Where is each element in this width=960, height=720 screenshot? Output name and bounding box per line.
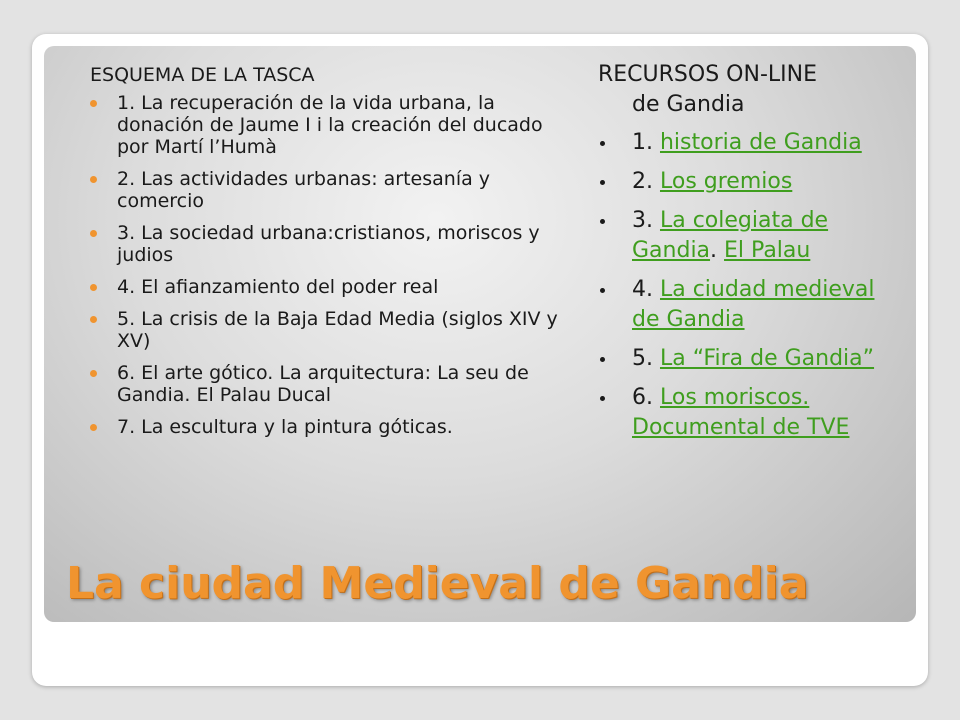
resource-item-history: 1. historia de Gandia [598,128,908,158]
bullet-icon [600,180,605,185]
bullet-icon [90,176,97,183]
bullet-icon [600,357,605,362]
bullet-icon [90,284,97,291]
bullet-icon [600,396,605,401]
link-el-palau[interactable]: El Palau [724,238,811,263]
list-item: 2. Las actividades urbanas: artesanía y comercio [90,168,570,212]
bullet-icon [90,230,97,237]
online-resources-heading: RECURSOS ON-LINE de Gandia [598,62,817,117]
resource-item-guilds: 2. Los gremios [598,167,908,197]
list-item: 1. La recuperación de la vida urbana, la donación de Jaume I i la creación del ducado por Martí l’Humà [90,92,570,158]
task-outline-heading: ESQUEMA DE LA TASCA [90,64,315,86]
resource-list [598,128,908,443]
link-la-ciudad-medieval[interactable]: La ciudad medieval de Gandia [632,277,875,332]
bullet-icon [90,316,97,323]
resource-item-fair: 5. La “Fira de Gandia” [598,344,908,374]
bullet-icon [600,141,605,146]
link-los-moriscos-documental[interactable]: Los moriscos. Documental de TVE [632,385,850,440]
bullet-icon [90,424,97,431]
link-los-gremios[interactable]: Los gremios [659,169,793,194]
task-outline-list [90,92,570,438]
resource-item-collegiate: 3. La colegiata de Gandia. El Palau [598,206,908,266]
list-item: 6. El arte gótico. La arquitectura: La seu de Gandia. El Palau Ducal [90,362,570,406]
list-item: 7. La escultura y la pintura góticas. [90,416,570,438]
list-item: 3. La sociedad urbana:cristianos, moriscos y judios [90,222,570,266]
link-historia-de-gandia[interactable]: historia de Gandia [659,130,862,155]
slide-title: La ciudad Medieval de Gandia [66,558,809,609]
link-la-colegiata-de-gandia[interactable]: La colegiata de Gandia [632,208,829,263]
task-outline [90,64,570,448]
resource-item-medieval-city: 4. La ciudad medieval de Gandia [598,275,908,335]
resource-item-moriscos: 6. Los moriscos. Documental de TVE [598,383,908,443]
online-resources [598,60,908,452]
bullet-icon [90,370,97,377]
link-la-fira-de-gandia[interactable]: La “Fira de Gandia” [659,346,875,371]
list-item: 4. El afianzamiento del poder real [90,276,570,298]
bullet-icon [600,288,605,293]
bullet-icon [90,100,97,107]
bullet-icon [600,219,605,224]
list-item: 5. La crisis de la Baja Edad Media (siglos XIV y XV) [90,308,570,352]
